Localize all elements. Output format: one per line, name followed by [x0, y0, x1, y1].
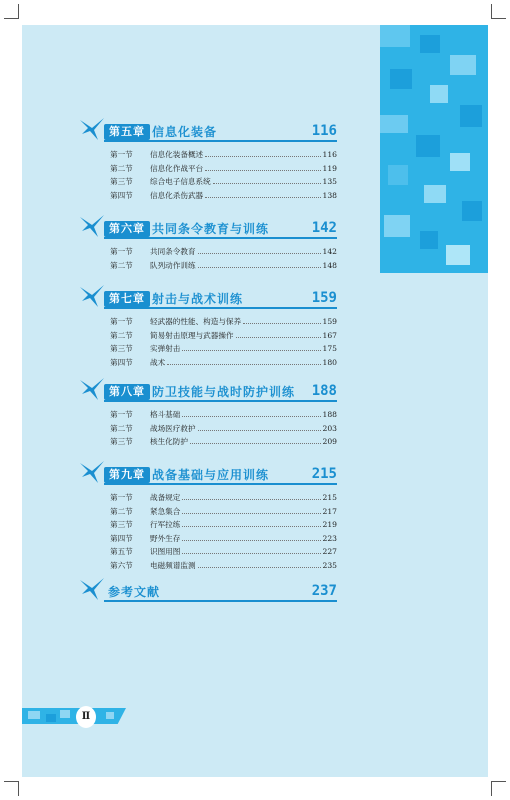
- chapter-heading[interactable]: [82, 463, 337, 491]
- toc-entry[interactable]: 第三节 综合电子信息系统 135: [110, 177, 337, 187]
- swallow-icon: [78, 283, 106, 309]
- toc-entry[interactable]: 第四节 野外生存 223: [110, 533, 337, 543]
- toc-entry[interactable]: 第三节 行军拉练 219: [110, 520, 337, 530]
- toc-entry[interactable]: 第四节 信息化杀伤武器 138: [110, 190, 337, 200]
- mosaic-decoration: [380, 25, 488, 273]
- references: [82, 580, 337, 608]
- toc-entry[interactable]: 第二节 紧急集合 217: [110, 506, 337, 516]
- chapter-page: 116: [311, 123, 337, 139]
- chapter-5: [82, 120, 337, 202]
- chapter-heading[interactable]: [82, 120, 337, 148]
- swallow-icon: [78, 459, 106, 485]
- chapter-page: 159: [311, 290, 337, 306]
- chapter-title: 射击与战术训练: [152, 292, 244, 306]
- page-number: Ⅱ: [76, 706, 96, 728]
- chapter-rule: [104, 400, 337, 402]
- toc-entry[interactable]: 第二节 战场医疗救护 203: [110, 423, 337, 433]
- toc-entry[interactable]: 第二节 信息化作战平台 119: [110, 163, 337, 173]
- chapter-heading[interactable]: [82, 287, 337, 315]
- chapter-rule: [104, 237, 337, 239]
- chapter-page: 237: [311, 583, 337, 599]
- toc-entry[interactable]: 第五节 识图用图 227: [110, 547, 337, 557]
- toc-entry[interactable]: 第三节 核生化防护 209: [110, 437, 337, 447]
- chapter-heading[interactable]: [82, 580, 337, 608]
- chapter-title: 共同条令教育与训练: [152, 222, 270, 236]
- chapter-page: 215: [311, 466, 337, 482]
- chapter-tag: 第五章: [104, 124, 150, 140]
- chapter-6: [82, 217, 337, 272]
- toc-entry[interactable]: 第二节 简易射击原理与武器操作 167: [110, 330, 337, 340]
- chapter-rule: [104, 140, 337, 142]
- chapter-rule: [104, 307, 337, 309]
- swallow-icon: [78, 576, 106, 602]
- chapter-title: 战备基础与应用训练: [152, 468, 270, 482]
- chapter-9: [82, 463, 337, 573]
- chapter-title: 信息化装备: [152, 125, 218, 139]
- crop-mark-bottom-right: [491, 781, 506, 796]
- toc-entry[interactable]: 第四节 战术 180: [110, 357, 337, 367]
- toc-entry[interactable]: 第六节 电磁频谱监测 235: [110, 560, 337, 570]
- crop-mark-bottom-left: [4, 781, 19, 796]
- chapter-8: [82, 380, 337, 449]
- toc-entry[interactable]: 第三节 实弹射击 175: [110, 344, 337, 354]
- crop-mark-top-left: [4, 4, 19, 19]
- swallow-icon: [78, 376, 106, 402]
- chapter-heading[interactable]: [82, 217, 337, 245]
- chapter-7: [82, 287, 337, 369]
- crop-mark-top-right: [491, 4, 506, 19]
- chapter-title: 防卫技能与战时防护训练: [152, 385, 296, 399]
- toc-entry[interactable]: 第一节 格斗基础 188: [110, 410, 337, 419]
- chapter-tag: 第六章: [104, 221, 150, 237]
- footer-mosaic-bar: [22, 708, 126, 724]
- chapter-heading[interactable]: [82, 380, 337, 408]
- chapter-title: 参考文献: [108, 585, 161, 599]
- toc-entry[interactable]: 第一节 轻武器的性能、构造与保养 159: [110, 317, 337, 326]
- swallow-icon: [78, 213, 106, 239]
- chapter-rule: [104, 600, 337, 602]
- chapter-tag: 第七章: [104, 291, 150, 307]
- chapter-page: 142: [311, 220, 337, 236]
- toc-entry[interactable]: 第一节 信息化装备概述 116: [110, 150, 337, 159]
- chapter-tag: 第八章: [104, 384, 150, 400]
- toc-entry[interactable]: 第一节 共同条令教育 142: [110, 247, 337, 256]
- chapter-tag: 第九章: [104, 467, 150, 483]
- toc-entry[interactable]: 第一节 战备规定 215: [110, 493, 337, 502]
- toc-entry[interactable]: 第二节 队列动作训练 148: [110, 260, 337, 270]
- chapter-rule: [104, 483, 337, 485]
- swallow-icon: [78, 116, 106, 142]
- chapter-page: 188: [311, 383, 337, 399]
